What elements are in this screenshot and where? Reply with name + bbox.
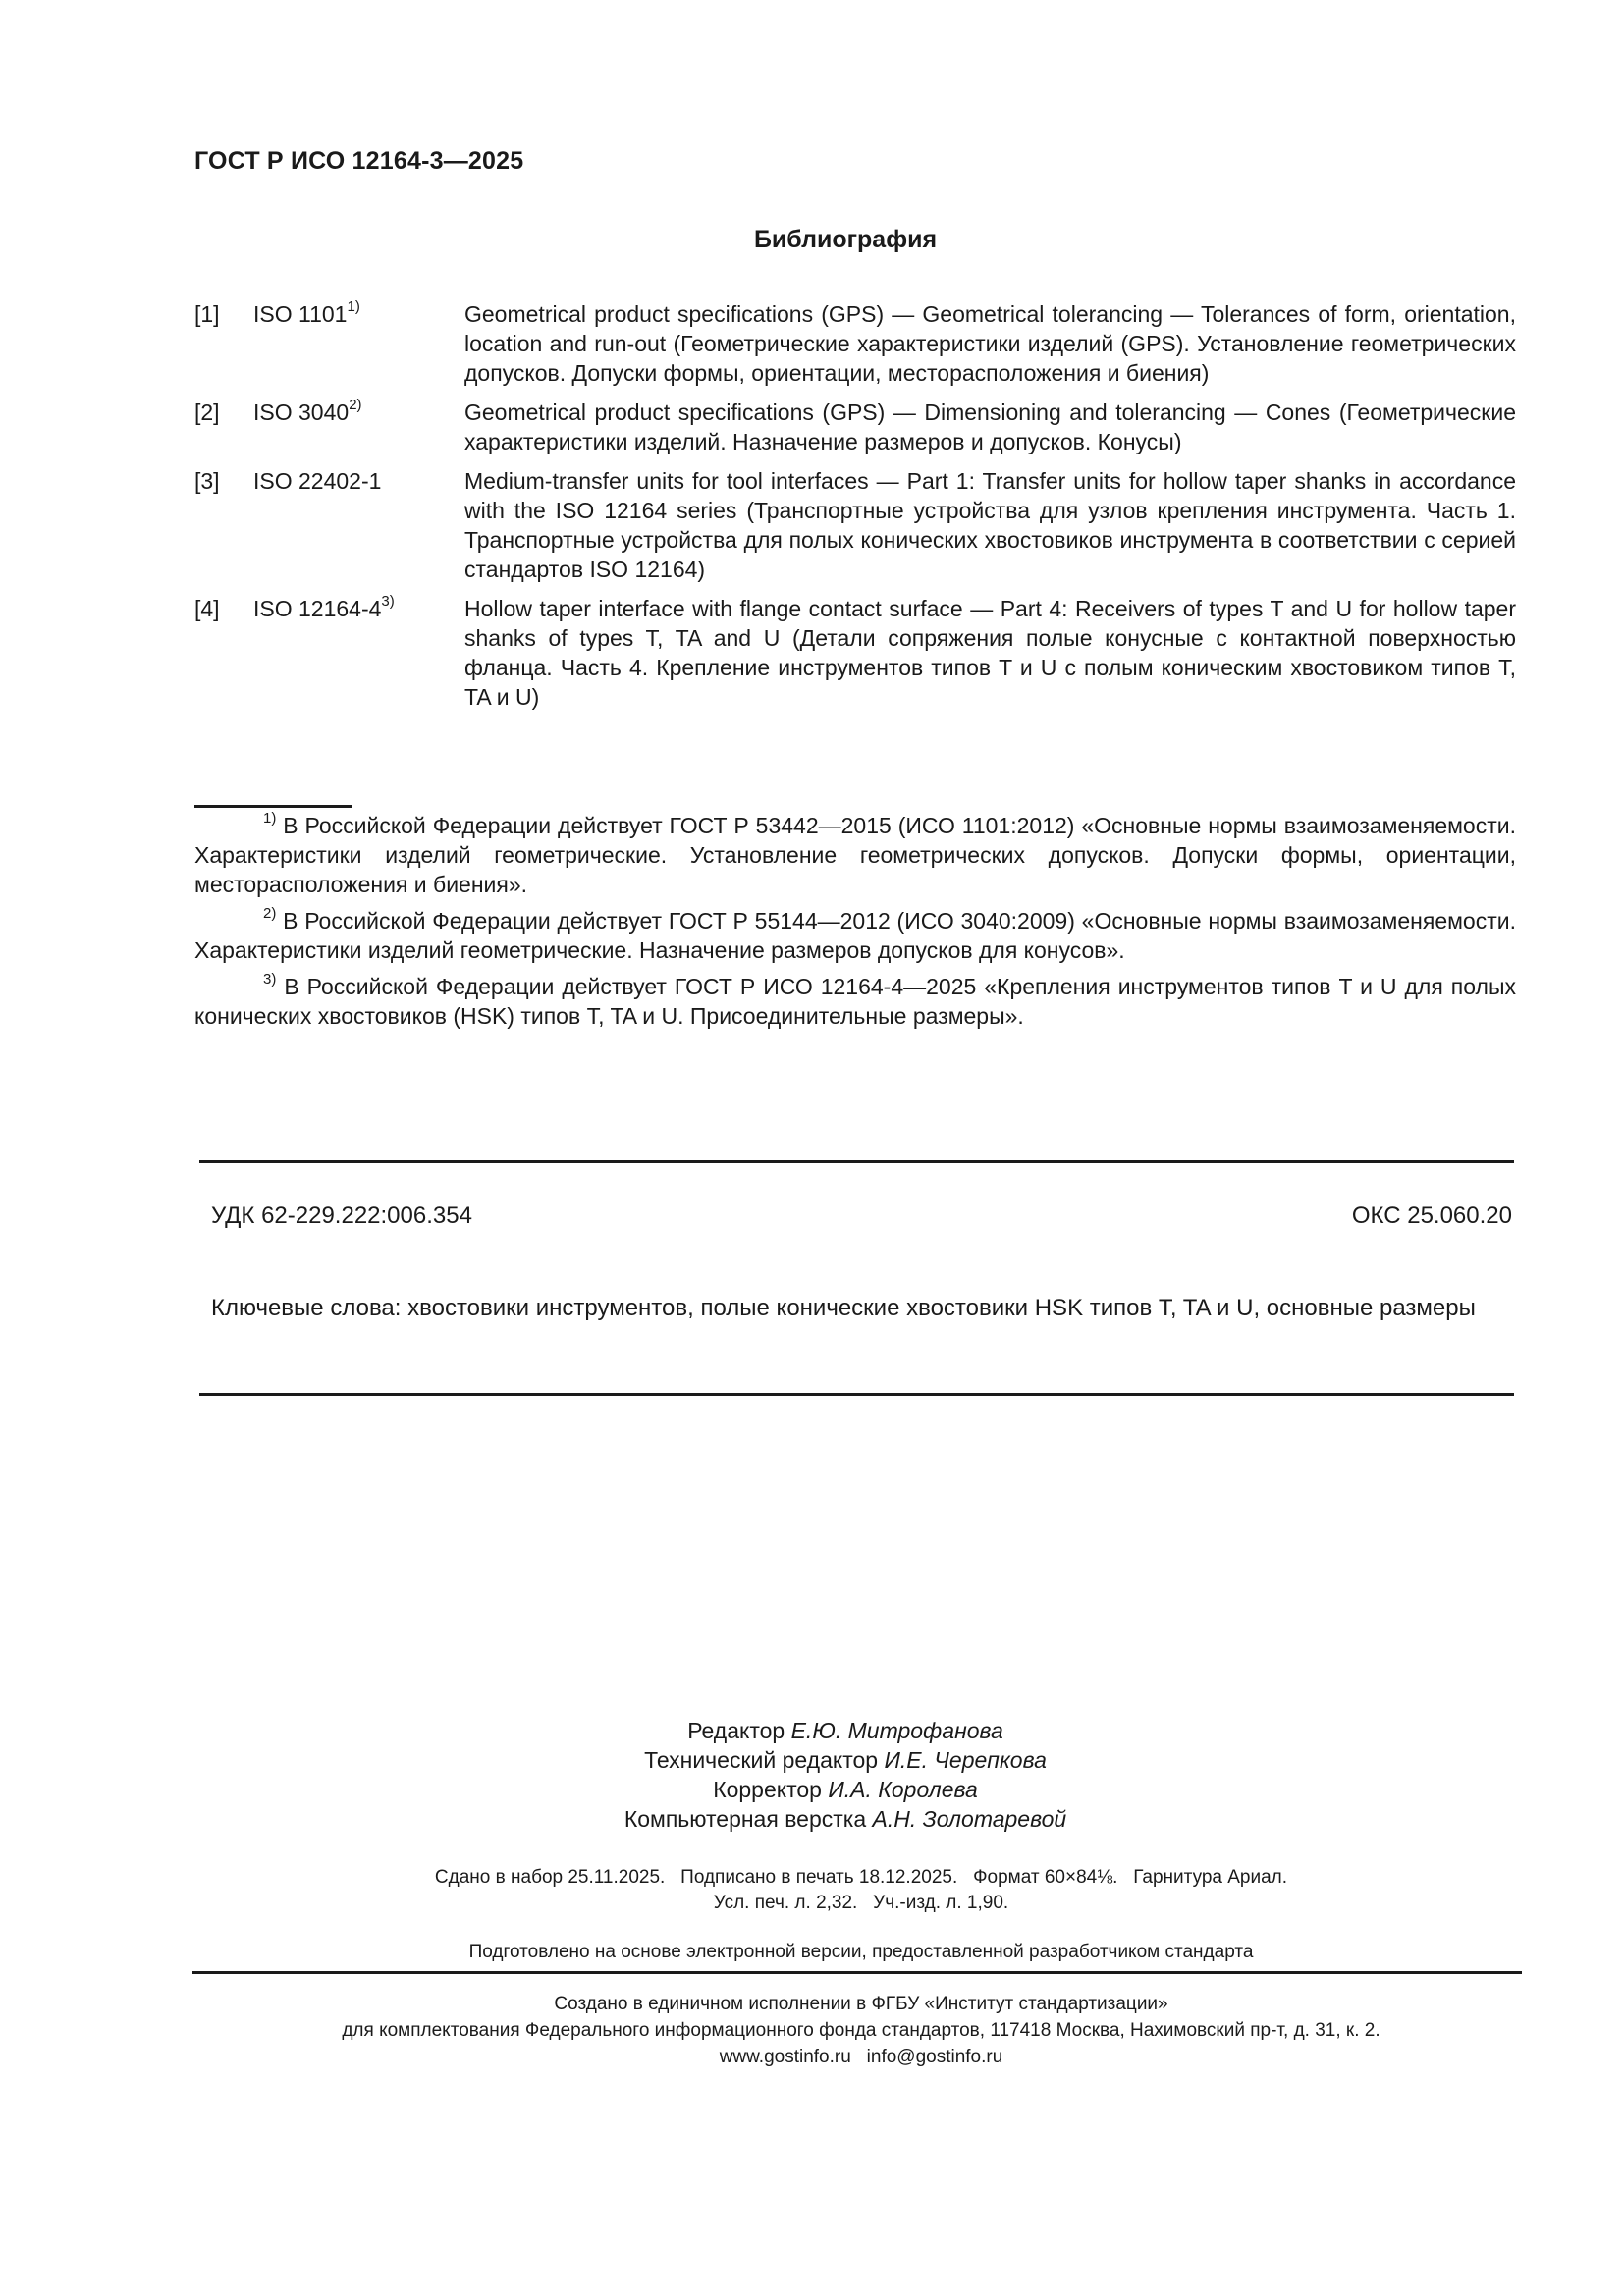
bibliography-heading: Библиография <box>753 226 938 253</box>
entry-title: Medium-transfer units for tool interfaces — Part 1: Transfer units for hollow taper shanks in accordance with the ISO 12164 series (Транспортные устройства для узлов крепления инструмента. Часть 1. Транспортные устройства для полых конических хвостовиков инструмента в соответствии с серией стандартов ISO 12164) <box>464 468 1516 582</box>
bibliography-entry <box>194 594 1516 712</box>
footnote-mark: 3) <box>263 971 277 988</box>
entry-number: [1] <box>194 301 220 327</box>
editorial-credits <box>0 1716 1624 1834</box>
udk-code: УДК 62-229.222:006.354 <box>211 1202 472 1229</box>
entry-code: ISO 22402-1 <box>253 468 382 494</box>
credit-line: Корректор И.А. Королева <box>713 1777 978 1802</box>
footnotes <box>194 811 1516 1038</box>
print-info: Сдано в набор 25.11.2025. Подписано в печать 18.12.2025. Формат 60×84⅛. Гарнитура Ариал. Усл. печ. л. 2,32. Уч.-изд. л. 1,90. <box>434 1867 1288 1913</box>
document-code: ГОСТ Р ИСО 12164-3—2025 <box>194 147 524 175</box>
bibliography-entry <box>194 466 1516 584</box>
entry-number: [2] <box>194 400 220 425</box>
entry-number: [3] <box>194 468 220 494</box>
bibliography-entry <box>194 398 1516 456</box>
classification-top-rule <box>199 1160 1514 1163</box>
entry-code: ISO 3040$^{2)}$ <box>253 397 362 425</box>
footnote-ref[interactable]: 2) <box>349 397 362 414</box>
bibliography-entry <box>194 299 1516 388</box>
publisher-rule <box>192 1971 1522 1974</box>
footnote: $^{2)}$ В Российской Федерации действует ГОСТ Р 55144—2012 (ИСО 3040:2009) «Основные нормы взаимозаменяемости. Характеристики изделий геометрические. Назначение размеров допусков для конусов». <box>194 905 1516 963</box>
footnote-mark: 1) <box>263 810 277 828</box>
bibliography-list <box>194 299 1516 721</box>
entry-code: ISO 1101$^{1)}$ <box>253 298 360 327</box>
entry-number: [4] <box>194 596 220 621</box>
footnote-mark: 2) <box>263 905 277 923</box>
classification-bottom-rule <box>199 1393 1514 1396</box>
entry-title: Geometrical product specifications (GPS) — Geometrical tolerancing — Tolerances of form, orientation, location and run-out (Геометрические характеристики изделий (GPS). Установление геометрических допусков. Допуски формы, ориентации, месторасположения и биения) <box>464 301 1516 386</box>
entry-title: Hollow taper interface with flange contact surface — Part 4: Receivers of types T and U for hollow taper shanks of types T, TA and U (Детали сопряжения полые конусные с контактной поверхностью фланца. Часть 4. Крепление инструментов типов T и U с полым коническим хвостовиком типов T, TA и U) <box>464 596 1516 710</box>
email-link[interactable]: info@gostinfo.ru <box>866 2047 1003 2067</box>
footnote-ref[interactable]: 3) <box>381 593 395 611</box>
entry-code: ISO 12164-4$^{3)}$ <box>253 593 395 621</box>
credit-line: Редактор Е.Ю. Митрофанова <box>687 1718 1003 1743</box>
keywords: Ключевые слова: хвостовики инструментов, полые конические хвостовики HSK типов T, TA и U, основные размеры <box>211 1295 1476 1321</box>
footnote-separator <box>194 805 352 808</box>
website-link[interactable]: www.gostinfo.ru <box>719 2047 851 2067</box>
footnote: $^{1)}$ В Российской Федерации действует ГОСТ Р 53442—2015 (ИСО 1101:2012) «Основные нормы взаимозаменяемости. Характеристики изделий геометрические. Установление геометрических допусков. Допуски формы, ориентации, месторасположения и биения». <box>194 810 1516 897</box>
credit-line: Технический редактор И.Е. Черепкова <box>644 1747 1047 1773</box>
oks-code: ОКС 25.060.20 <box>1351 1202 1512 1229</box>
credit-line: Компьютерная верстка А.Н. Золотаревой <box>623 1806 1067 1832</box>
prepared-note: Подготовлено на основе электронной версии, предоставленной разработчиком стандарта <box>468 1942 1254 1962</box>
footnote: $^{3)}$ В Российской Федерации действует ГОСТ Р ИСО 12164-4—2025 «Крепления инструментов типов T и U для полых конических хвостовиков (HSK) типов T, TA и U. Присоединительные размеры». <box>194 971 1516 1029</box>
footnote-ref[interactable]: 1) <box>347 298 360 316</box>
entry-title: Geometrical product specifications (GPS) — Dimensioning and tolerancing — Cones (Геометрические характеристики изделий. Назначение размеров и допусков. Конусы) <box>464 400 1516 454</box>
publisher-info: Создано в единичном исполнении в ФГБУ «Институт стандартизации» для комплектования Федерального информационного фонда стандартов, 117418 Москва, Нахимовский пр-т, д. 31, к. 2. www.gostinfo.ru info@gostinfo.ru <box>342 1994 1380 2067</box>
